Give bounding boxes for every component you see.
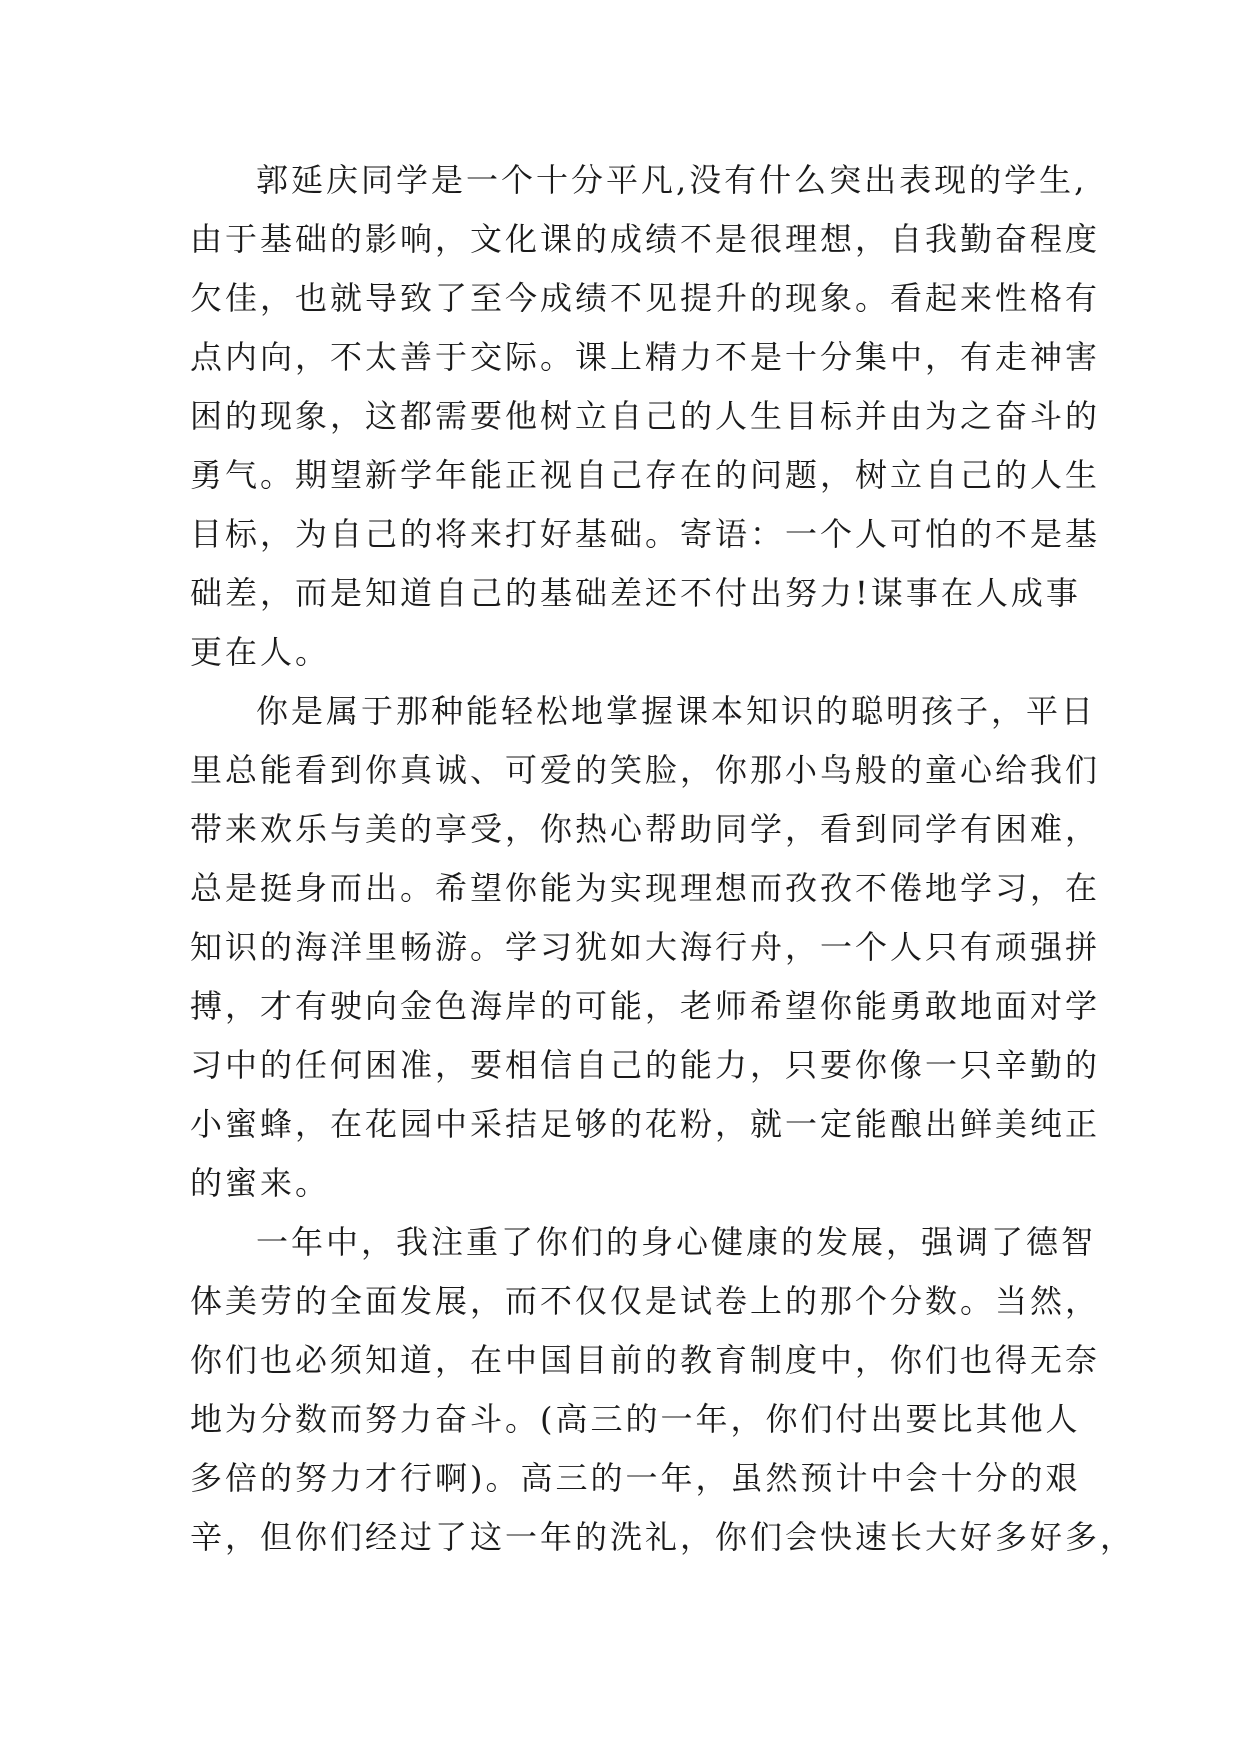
paragraph-line: 辛，但你们经过了这一年的洗礼，你们会快速长大好多好多， (190, 1518, 1136, 1556)
paragraph-line: 欠佳，也就导致了至今成绩不见提升的现象。看起来性格有 (190, 279, 1101, 317)
paragraph-line: 总是挺身而出。希望你能为实现理想而孜孜不倦地学习，在 (190, 869, 1101, 907)
paragraph-line: 你是属于那种能轻松地掌握课本知识的聪明孩子，平日 (256, 692, 1097, 730)
paragraph-class-year (190, 1222, 1136, 1576)
paragraph-line: 一年中，我注重了你们的身心健康的发展，强调了德智 (256, 1223, 1097, 1261)
paragraph-line: 目标，为自己的将来打好基础。寄语：一个人可怕的不是基 (190, 515, 1101, 553)
paragraph-line: 地为分数而努力奋斗。(高三的一年，你们付出要比其他人 (190, 1400, 1081, 1438)
paragraph-line: 更在人。 (190, 633, 331, 671)
paragraph-line: 勇气。期望新学年能正视自己存在的问题，树立自己的人生 (190, 456, 1101, 494)
paragraph-line: 础差，而是知道自己的基础差还不付出努力!谋事在人成事 (190, 574, 1081, 612)
paragraph-student-evaluation (190, 160, 1101, 691)
paragraph-line: 郭延庆同学是一个十分平凡,没有什么突出表现的学生, (256, 161, 1088, 199)
paragraph-line: 知识的海洋里畅游。学习犹如大海行舟，一个人只有顽强拼 (190, 928, 1101, 966)
paragraph-line: 带来欢乐与美的享受，你热心帮助同学，看到同学有困难， (190, 810, 1101, 848)
document-body (190, 160, 1136, 1576)
paragraph-line: 习中的任何困准，要相信自己的能力，只要你像一只辛勤的 (190, 1046, 1101, 1084)
paragraph-line: 你们也必须知道，在中国目前的教育制度中，你们也得无奈 (190, 1341, 1101, 1379)
paragraph-line: 的蜜来。 (190, 1164, 331, 1202)
paragraph-line: 多倍的努力才行啊)。高三的一年，虽然预计中会十分的艰 (190, 1459, 1081, 1497)
paragraph-line: 小蜜蜂，在花园中采拮足够的花粉，就一定能酿出鲜美纯正 (190, 1105, 1101, 1143)
paragraph-line: 搏，才有驶向金色海岸的可能，老师希望你能勇敢地面对学 (190, 987, 1101, 1025)
paragraph-line: 里总能看到你真诚、可爱的笑脸，你那小鸟般的童心给我们 (190, 751, 1101, 789)
paragraph-line: 体美劳的全面发展，而不仅仅是试卷上的那个分数。当然， (190, 1282, 1101, 1320)
paragraph-smart-child (190, 691, 1101, 1222)
paragraph-line: 困的现象，这都需要他树立自己的人生目标并由为之奋斗的 (190, 397, 1101, 435)
paragraph-line: 点内向，不太善于交际。课上精力不是十分集中，有走神害 (190, 338, 1101, 376)
paragraph-line: 由于基础的影响，文化课的成绩不是很理想，自我勤奋程度 (190, 220, 1101, 258)
